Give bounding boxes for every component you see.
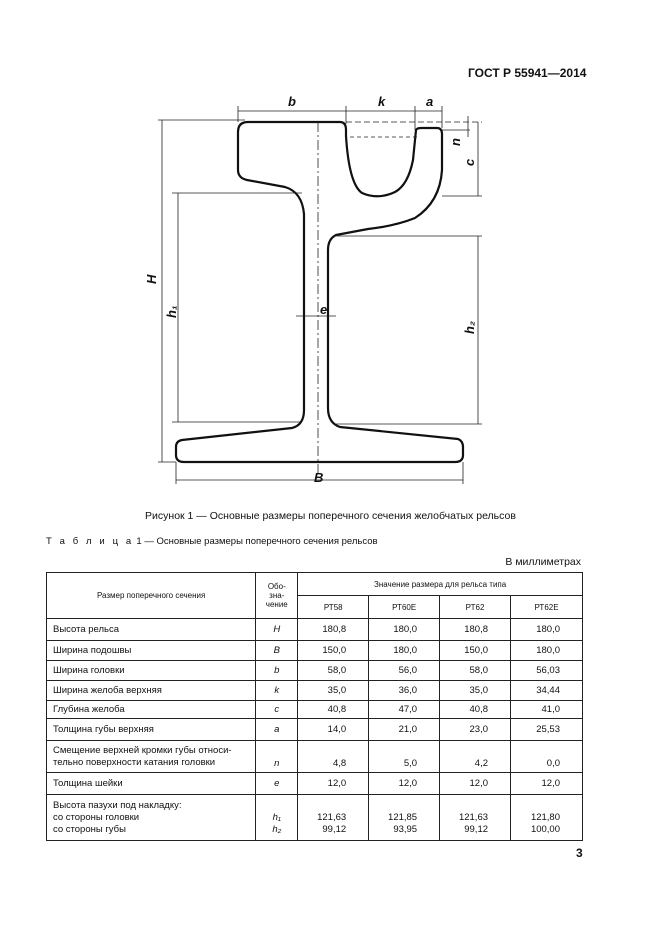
row-value: 121,80 [530,811,560,823]
row-values [511,795,583,841]
row-value: 180,0 [511,641,583,661]
row-value: 4,2 [440,741,511,773]
row-value: 58,0 [440,661,511,681]
dim-label-a: a [426,94,434,109]
dim-label-k: k [378,94,386,109]
header-type: РТ60Е [369,596,440,619]
row-value: 56,03 [511,661,583,681]
row-value: 14,0 [298,719,369,741]
row-name: Ширина подошвы [47,641,256,661]
row-value: 47,0 [369,701,440,719]
row-value: 23,0 [440,719,511,741]
header-type: РТ62Е [511,596,583,619]
row-values [298,795,369,841]
row-value: 100,00 [530,823,560,835]
header-symbol: Обо-зна-чение [256,573,298,619]
row-value: 21,0 [369,719,440,741]
row-symbol: h₁ [272,811,281,823]
dim-label-n: n [448,138,463,146]
page-number: 3 [576,846,583,860]
row-value: 180,8 [298,619,369,641]
dim-label-B: B [314,470,324,485]
row-symbol: c [256,701,298,719]
row-value: 180,0 [511,619,583,641]
row-value: 93,95 [393,823,418,835]
rail-profile-outline [176,122,463,462]
dimensions-table [46,572,583,841]
row-value: 35,0 [298,681,369,701]
table-row [47,641,583,661]
row-value: 121,63 [317,811,347,823]
header-type: РТ58 [298,596,369,619]
row-value: 4,8 [298,741,369,773]
table-row [47,681,583,701]
row-value: 99,12 [322,823,347,835]
standard-header: ГОСТ Р 55941—2014 [468,66,587,80]
row-name: Толщина шейки [47,773,256,795]
table-row [47,773,583,795]
row-value: 12,0 [369,773,440,795]
row-value: 180,0 [369,619,440,641]
header-type: РТ62 [440,596,511,619]
row-value: 121,85 [388,811,418,823]
row-values [369,795,440,841]
row-symbol: n [256,741,298,773]
row-value: 40,8 [440,701,511,719]
table-row [47,795,583,841]
row-value: 12,0 [440,773,511,795]
row-symbol: a [256,719,298,741]
row-value: 12,0 [511,773,583,795]
table-title-rest: 1 — Основные размеры поперечного сечения рельсов [136,536,378,547]
row-symbol: h₂ [272,823,282,835]
row-values [440,795,511,841]
table-title-prefix: Т а б л и ц а [46,536,134,547]
table-row [47,619,583,641]
row-symbol: H [256,619,298,641]
row-name: Ширина желоба верхняя [47,681,256,701]
row-value: 34,44 [511,681,583,701]
table-row [47,661,583,681]
row-value: 41,0 [511,701,583,719]
row-symbol: k [256,681,298,701]
row-value: 150,0 [440,641,511,661]
dim-label-b: b [288,94,296,109]
row-value: 99,12 [464,823,489,835]
row-value: 40,8 [298,701,369,719]
dim-label-c: c [462,158,477,166]
row-value: 58,0 [298,661,369,681]
row-value: 5,0 [369,741,440,773]
row-value: 121,63 [458,811,489,823]
row-value: 180,8 [440,619,511,641]
row-value: 12,0 [298,773,369,795]
table-row [47,741,583,773]
row-value: 56,0 [369,661,440,681]
table-row [47,701,583,719]
row-value: 180,0 [369,641,440,661]
row-name-line: со стороны головки [53,811,140,823]
row-symbol: B [256,641,298,661]
table-row [47,719,583,741]
dim-label-h2: h₂ [462,321,477,334]
row-name: Высота рельса [47,619,256,641]
row-name: Глубина желоба [47,701,256,719]
row-value: 36,0 [369,681,440,701]
table-title [46,536,378,547]
row-value: 35,0 [440,681,511,701]
row-name-line: со стороны губы [53,823,126,835]
row-name: Толщина губы верхняя [47,719,256,741]
figure-caption: Рисунок 1 — Основные размеры поперечного сечения желобчатых рельсов [145,510,516,522]
row-value: 25,53 [511,719,583,741]
row-symbol: e [256,773,298,795]
row-name-line: Высота пазухи под накладку: [53,799,182,811]
dim-label-h1: h₁ [164,305,179,318]
row-name: Смещение верхней кромки губы относи-тельно поверхности катания головки [47,741,256,773]
row-value: 0,0 [511,741,583,773]
header-group: Значение размера для рельса типа [298,573,583,596]
header-param: Размер поперечного сечения [47,573,256,619]
row-symbol: b [256,661,298,681]
table-units: В миллиметрах [505,556,581,568]
dim-label-H: H [144,274,159,284]
row-value: 150,0 [298,641,369,661]
row-symbol-multiline [256,795,298,841]
dim-label-e: e [320,302,328,317]
row-name-multiline [47,795,256,841]
row-name: Ширина головки [47,661,256,681]
